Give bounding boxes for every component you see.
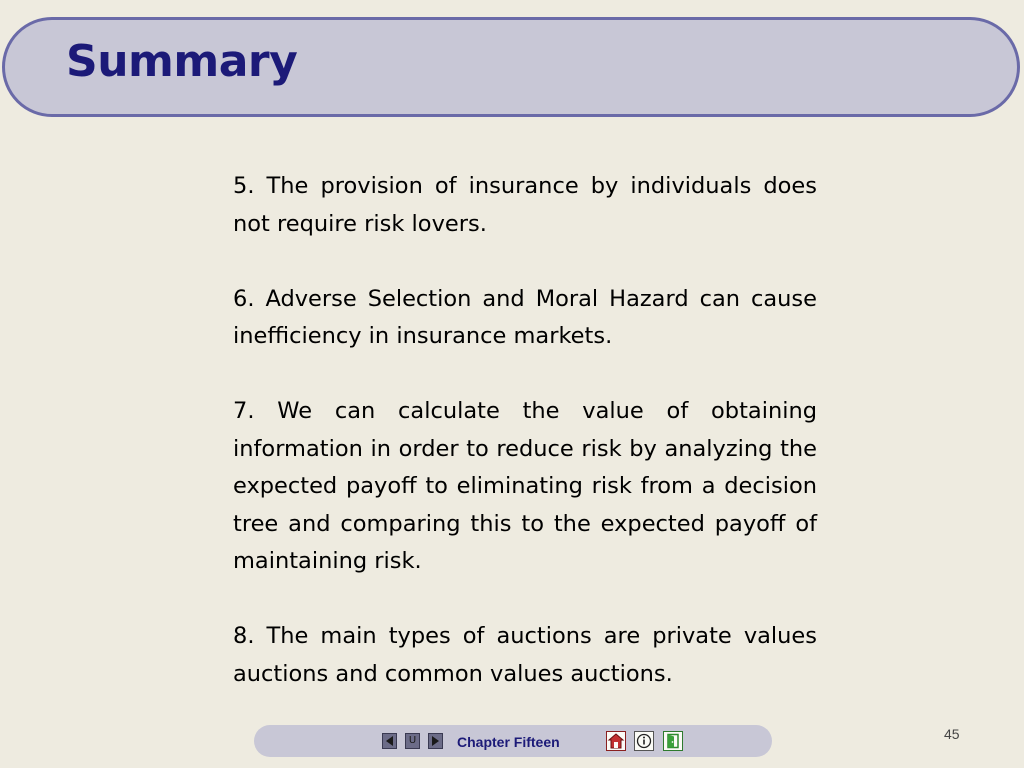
- summary-point-8: 8. The main types of auctions are private values auctions and common values auctions.: [233, 623, 817, 687]
- home-button[interactable]: [606, 731, 626, 751]
- info-button[interactable]: [634, 731, 654, 751]
- triangle-left-icon: [386, 736, 393, 746]
- exit-door-icon: [664, 732, 682, 750]
- page-number: 45: [944, 726, 960, 742]
- slide-title: Summary: [66, 36, 298, 87]
- exit-button[interactable]: [663, 731, 683, 751]
- chapter-label: Chapter Fifteen: [457, 734, 560, 750]
- up-icon: U: [408, 735, 417, 746]
- summary-point-7: 7. We can calculate the value of obtaining information in order to reduce risk by analyzing the expected payoff to eliminating risk from a decision tree and comparing this to the expected payoff of maintaining risk.: [233, 398, 817, 574]
- info-icon: [635, 732, 653, 750]
- summary-point-6: 6. Adverse Selection and Moral Hazard can cause inefficiency in insurance markets.: [233, 285, 817, 349]
- summary-content: [233, 168, 817, 693]
- summary-point-5: 5. The provision of insurance by individuals does not require risk lovers.: [233, 173, 817, 237]
- previous-slide-button[interactable]: [382, 733, 397, 749]
- next-slide-button[interactable]: [428, 733, 443, 749]
- home-icon: [607, 732, 625, 750]
- triangle-right-icon: [432, 736, 439, 746]
- up-button[interactable]: [405, 733, 420, 749]
